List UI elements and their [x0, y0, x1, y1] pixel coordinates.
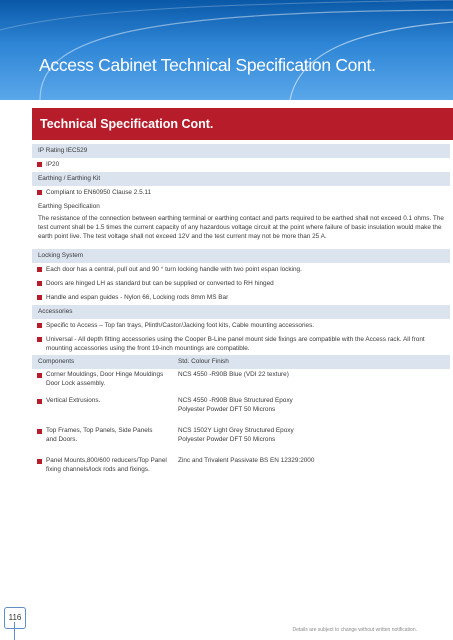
spec-content	[32, 144, 450, 481]
locking-item: Handle and espan guides - Nylon 66, Locking rods 8mm MS Bar	[32, 291, 450, 305]
component-row	[32, 369, 450, 395]
component-finish: NCS 4550 -R90B Blue Structured Epoxy Polyester Powder DFT 50 Microns	[178, 397, 293, 414]
section-title: Technical Specification Cont.	[40, 117, 214, 131]
earthing-paragraph: The resistance of the connection between earthing terminal or earthing contact and parts required to be earthed shall not exceed 0.1 ohms. The test current shall be 1.5 times the current capacity of any hazardous voltage circuit at the point where failure of basic insulation would make the earth point live. The test voltage shall not exceed 12V and the test current may not be more than 25 A.	[38, 215, 444, 240]
section-header	[32, 108, 453, 140]
components-label: Components	[38, 358, 75, 366]
page-title: Access Cabinet Technical Specification Cont.	[39, 55, 376, 75]
page-banner	[0, 0, 453, 100]
page-number: 116	[4, 607, 26, 629]
component-name: Vertical Extrusions.	[46, 397, 170, 406]
colour-finish-label: Std. Colour Finish	[178, 358, 229, 366]
accessories-label: Accessories	[32, 305, 450, 319]
component-name: Panel Mounts,800/600 reducers/Top Panel fixing channels/lock rods and fixings.	[46, 457, 170, 475]
locking-item: Doors are hinged LH as standard but can be supplied or converted to RH hinged	[32, 277, 450, 291]
banner-arcs-decoration	[0, 0, 453, 100]
earthing-kit-label: Earthing / Earthing Kit	[32, 172, 450, 186]
component-row	[32, 395, 450, 425]
locking-system-label: Locking System	[32, 249, 450, 263]
component-finish: NCS 1502Y Light Grey Structured Epoxy Polyester Powder DFT 50 Microns	[178, 427, 294, 444]
earthing-spec-label: Earthing Specification	[32, 200, 450, 214]
footnote: Details are subject to change without written notification.	[292, 627, 417, 633]
component-finish: Zinc and Trivalent Passivate BS EN 12329:2000	[178, 457, 315, 465]
ip-rating-label: IP Rating IEC529	[32, 144, 450, 158]
component-finish: NCS 4550 -R90B Blue (VDI 22 texture)	[178, 371, 289, 379]
component-name: Top Frames, Top Panels, Side Panels and Doors.	[46, 427, 156, 445]
component-name: Corner Mouldings, Door Hinge Mouldings Door Lock assembly.	[46, 371, 170, 389]
accessories-item: Universal - All depth fitting accessories using the Cooper B-Line panel mount side fixings are compatible with the Access rack. All front mounting accessories using the front 19-inch mountings are compatible.	[32, 333, 450, 355]
ip-value: IP20	[32, 158, 450, 172]
component-row	[32, 425, 450, 455]
locking-item: Each door has a central, pull out and 90 ° turn locking handle with two point espan locking.	[32, 263, 450, 277]
components-header-row	[32, 355, 450, 369]
earthing-compliance: Compliant to EN60950 Clause 2.5.11	[32, 186, 450, 200]
component-row	[32, 455, 450, 481]
accessories-item: Specific to Access – Top fan trays, Plinth/Castor/Jacking foot kits, Cable mounting accessories.	[32, 319, 450, 333]
